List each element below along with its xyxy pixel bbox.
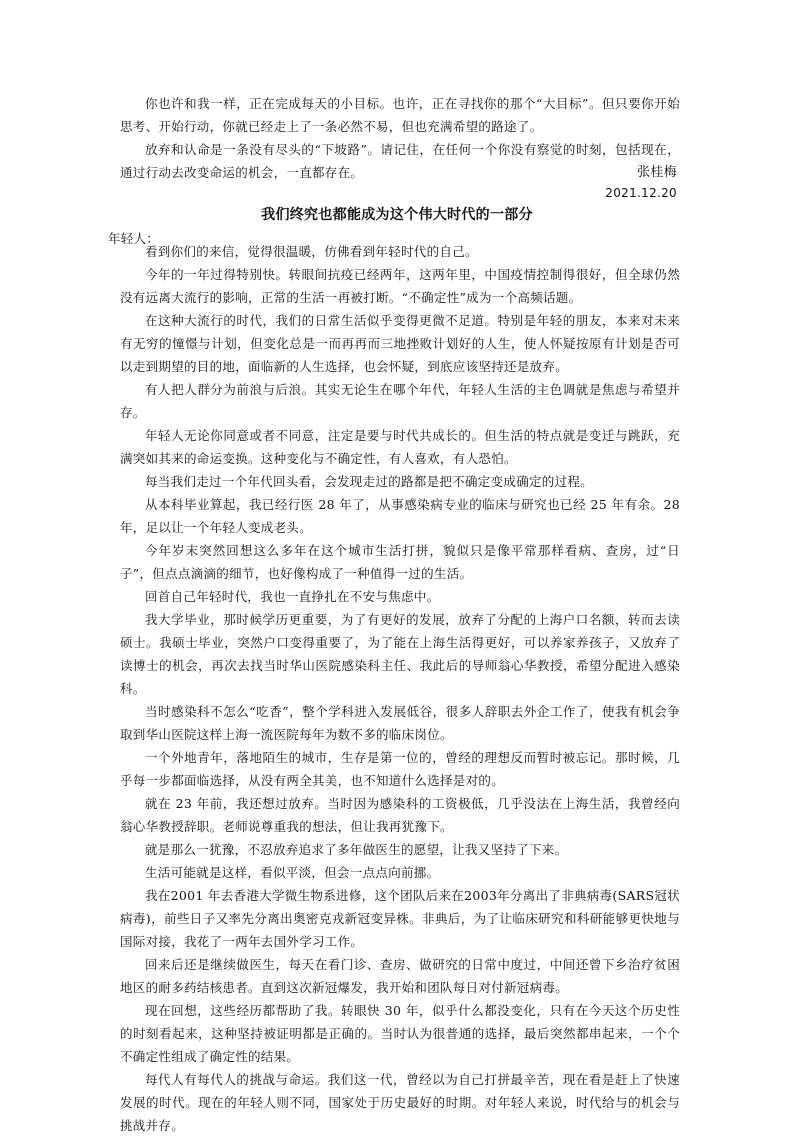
article-paragraph: 从本科毕业算起，我已经行医 28 年了，从事感染病专业的临床与研究也已经 25 年有余。28 年，足以让一个年轻人变成老头。: [120, 497, 680, 535]
article-paragraph: 当时感染科不怎么“吃香”，整个学科进入发展低谷，很多人辞职去外企工作了，使我有机会争取到华山医院这样上海一流医院每年为数不多的临床岗位。: [120, 704, 680, 742]
intro-paragraph-1: 你也许和我一样，正在完成每天的小目标。也许，正在寻找你的那个“大目标”。但只要你开始思考、开始行动，你就已经走上了一条必然不易，但也充满希望的路途了。: [120, 96, 680, 134]
article-paragraph: 现在回想，这些经历都帮助了我。转眼快 30 年，似乎什么都没变化，只有在今天这个历史性的时刻看起来，这种坚持被证明都是正确的。当时认为很普通的选择，最后突然都串起来，一个个不确定性组成了确定性的结果。: [120, 1003, 680, 1064]
intro-paragraph-2: 放弃和认命是一条没有尽头的“下坡路”。请记住，在任何一个你没有察觉的时刻，包括现在，通过行动去改变命运的机会，一直都存在。: [120, 142, 680, 180]
article-paragraph: 今年岁末突然回想这么多年在这个城市生活打拼，貌似只是像平常那样看病、查房，过“日子”，但点点滴滴的细节，也好像构成了一种值得一过的生活。: [120, 543, 680, 581]
article-paragraph: 每当我们走过一个年代回头看，会发现走过的路都是把不确定变成确定的过程。: [145, 474, 594, 489]
article-paragraph: 回来后还是继续做医生，每天在看门诊、查房、做研究的日常中度过，中间还曾下乡治疗贫困地区的耐多药结核患者。直到这次新冠爆发，我开始和团队每日对付新冠病毒。: [120, 957, 680, 995]
article-paragraph: 年轻人无论你同意或者不同意，注定是要与时代共成长的。但生活的特点就是变迁与跳跃，充满突如其来的命运变换。这种变化与不确定性，有人喜欢，有人恐怕。: [120, 428, 680, 466]
article-paragraph: 在这种大流行的时代，我们的日常生活似乎变得更微不足道。特别是年轻的朋友，本来对未来有无穷的憧憬与计划，但变化总是一而再再而三地挫败计划好的人生，使人怀疑按原有计划是否可以走到期望的目的地，面临新的人生选择，也会怀疑，到底应该坚持还是放弃。: [120, 313, 680, 374]
article-paragraph: 我大学毕业，那时候学历更重要，为了有更好的发展，放弃了分配的上海户口名额，转而去读硕士。我硕士毕业，突然户口变得重要了，为了能在上海生活得更好，可以养家养孩子，又放弃了读博士的机会，再次去找当时华山医院感染科主任、我此后的导师翁心华教授，希望分配进入感染科。: [120, 612, 680, 696]
article-paragraph: 一个外地青年，落地陌生的城市，生存是第一位的，曾经的理想反而暂时被忘记。那时候，几乎每一步都面临选择，从没有两全其美，也不知道什么选择是对的。: [120, 750, 680, 788]
article-paragraph: 就是那么一犹豫，不忍放弃追求了多年做医生的愿望，让我又坚持了下来。: [145, 842, 568, 857]
article-paragraph: 今年的一年过得特别快。转眼间抗疫已经两年，这两年里，中国疫情控制得很好，但全球仍然没有远离大流行的影响，正常的生活一再被打断。“不确定性”成为一个高频话题。: [120, 267, 680, 305]
signature-date: 2021.12.20: [605, 186, 677, 200]
article-paragraph: 每代人有每代人的挑战与命运。我们这一代，曾经以为自己打拼最辛苦，现在看是赶上了快速发展的时代。现在的年轻人则不同，国家处于历史最好的时期。对年轻人来说，时代给与的机会与挑战并存。: [120, 1072, 680, 1133]
salutation: 年轻人：: [108, 231, 160, 246]
article-paragraph: 我在2001 年去香港大学微生物系进修，这个团队后来在2003年分离出了非典病毒(SARS冠状病毒)，前些日子又率先分离出奥密克戎新冠变异株。非典后，为了让临床研究和科研能够更快地与国际对接，我花了一两年去国外学习工作。: [120, 888, 680, 949]
signature-name: 张桂梅: [637, 165, 677, 180]
article-paragraph: 看到你们的来信，觉得很温暖，仿佛看到年轻时代的自己。: [145, 244, 478, 259]
article-paragraph: 有人把人群分为前浪与后浪。其实无论生在哪个年代，年轻人生活的主色调就是焦虑与希望并存。: [120, 382, 680, 420]
article-paragraph: 回首自己年轻时代，我也一直挣扎在不安与焦虑中。: [145, 589, 440, 604]
article-paragraph: 就在 23 年前，我还想过放弃。当时因为感染科的工资极低，几乎没法在上海生活，我曾经向翁心华教授辞职。老师说尊重我的想法，但让我再犹豫下。: [120, 796, 680, 834]
article-paragraph: 生活可能就是这样，看似平淡，但会一点点向前挪。: [145, 865, 440, 880]
article-title: 我们终究也都能成为这个伟大时代的一部分: [261, 207, 533, 223]
